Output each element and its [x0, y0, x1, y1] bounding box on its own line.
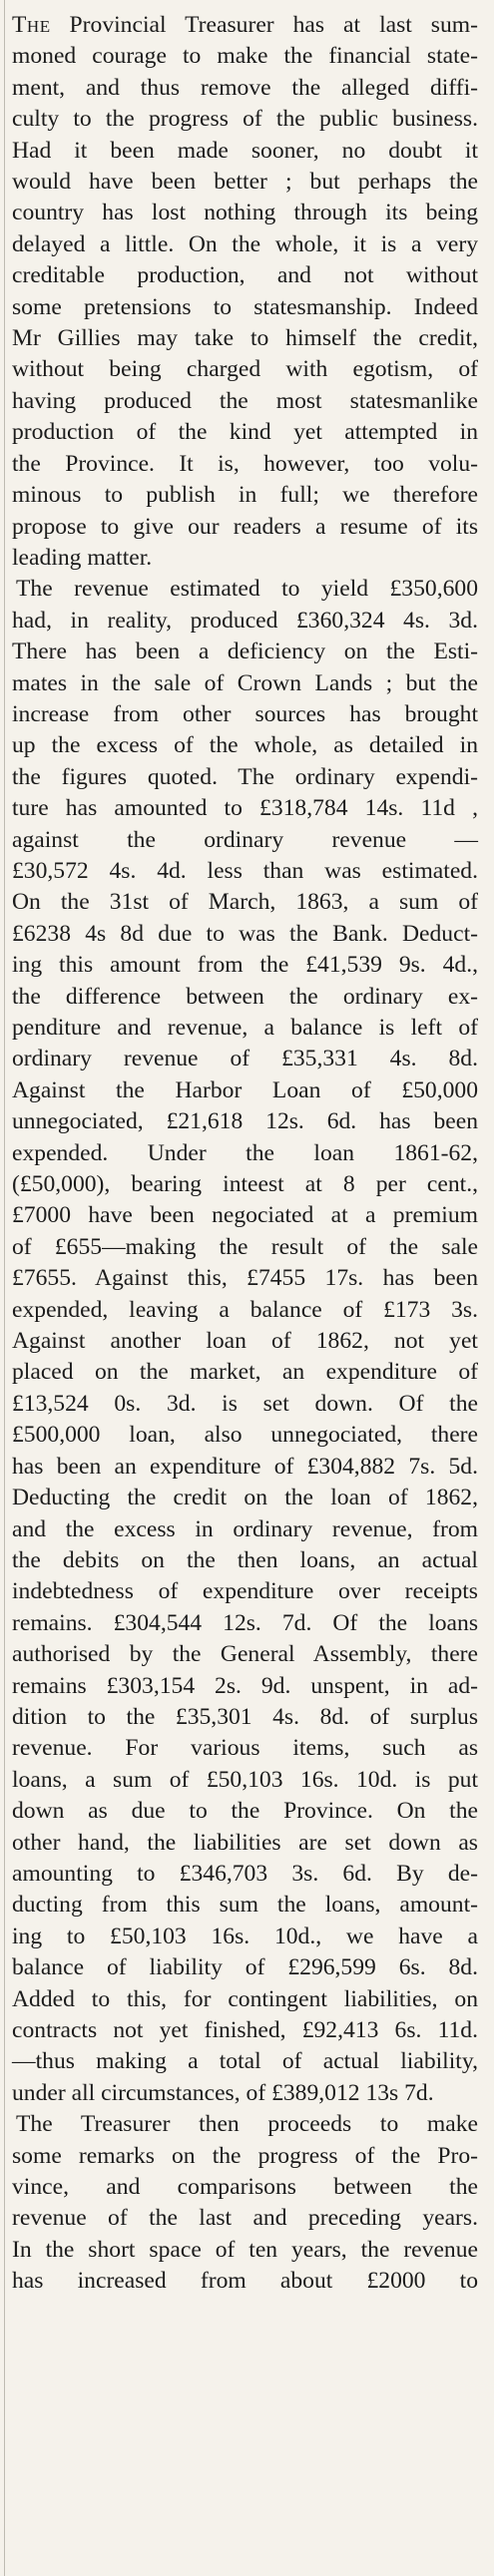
- line-text: minous to publish in full; we therefore: [12, 482, 478, 509]
- text-line: [12, 10, 478, 41]
- text-line: [12, 1733, 478, 1764]
- line-text: ordinary revenue of £35,331 4s. 8d.: [12, 1046, 478, 1073]
- line-text: remains £303,154 2s. 9d. unspent, in ad-: [12, 1672, 478, 1699]
- line-text: The Treasurer then proceeds to make: [16, 2111, 478, 2138]
- line-text: £7000 have been negociated at a premium: [12, 1202, 478, 1229]
- text-line: [12, 1169, 478, 1200]
- line-text: £7655. Against this, £7455 17s. has been: [12, 1265, 478, 1292]
- line-text: country has lost nothing through its being: [12, 200, 478, 226]
- line-text: contracts not yet finished, £92,413 6s. 11d.: [12, 2017, 478, 2043]
- line-text: The revenue estimated to yield £350,600: [16, 576, 478, 603]
- text-line: [12, 1576, 478, 1607]
- text-line: [12, 1545, 478, 1576]
- text-line: [12, 2109, 478, 2140]
- line-text: ing this amount from the £41,539 9s. 4d.,: [12, 952, 478, 979]
- text-line: [12, 1420, 478, 1451]
- text-line: [12, 292, 478, 323]
- line-text: under all circumstances, of £389,012 13s 7d.: [12, 2079, 434, 2106]
- text-line: [12, 1106, 478, 1137]
- text-line: [12, 1263, 478, 1294]
- text-line: [12, 1357, 478, 1388]
- line-text: Had it been made sooner, no doubt it: [12, 137, 478, 164]
- line-text: up the excess of the whole, as detailed in: [12, 732, 478, 759]
- line-text: £30,572 4s. 4d. less than was estimated.: [12, 857, 478, 884]
- text-line: [12, 1514, 478, 1545]
- line-text: and the excess in ordinary revenue, from: [12, 1515, 478, 1542]
- text-line: [12, 1483, 478, 1513]
- text-line: [12, 136, 478, 167]
- text-line: [12, 1452, 478, 1483]
- line-text: would have been better ; but perhaps the: [12, 169, 478, 196]
- text-line: [12, 1984, 478, 2015]
- text-line: [12, 1702, 478, 1733]
- line-text: the figures quoted. The ordinary expendi-: [12, 763, 478, 790]
- text-line: [12, 2141, 478, 2172]
- line-text: expended, leaving a balance of £173 3s.: [12, 1296, 478, 1323]
- text-line: [12, 1326, 478, 1357]
- text-line: [12, 668, 478, 699]
- line-text: balance of liability of £296,599 6s. 8d.: [12, 1954, 478, 1981]
- text-line: [12, 41, 478, 72]
- text-line: [12, 699, 478, 730]
- line-text: leading matter.: [12, 544, 153, 571]
- text-line: [12, 1389, 478, 1420]
- text-line: [12, 730, 478, 761]
- column-rule: [4, 0, 5, 2576]
- text-line: [12, 2235, 478, 2266]
- line-text: unnegociated, £21,618 12s. 6d. has been: [12, 1108, 478, 1135]
- line-text: £500,000 loan, also unnegociated, there: [12, 1422, 478, 1449]
- text-line: [12, 354, 478, 385]
- text-line: [12, 512, 478, 543]
- text-line: [12, 1671, 478, 1702]
- text-line: [12, 1232, 478, 1263]
- line-text: £13,524 0s. 3d. is set down. Of the: [12, 1390, 478, 1417]
- text-line: [12, 480, 478, 511]
- line-text: moned courage to make the financial state-: [12, 43, 478, 70]
- line-text: the debits on the then loans, an actual: [12, 1546, 478, 1573]
- text-line: [12, 2015, 478, 2046]
- text-line: [12, 167, 478, 198]
- line-text: Mr Gillies may take to himself the credit,: [12, 325, 478, 352]
- text-line: [12, 1608, 478, 1639]
- text-line: [12, 1295, 478, 1326]
- text-line: [12, 1828, 478, 1859]
- line-text: had, in reality, produced £360,324 4s. 3d.: [12, 607, 478, 634]
- line-text: ment, and thus remove the alleged diffi-: [12, 74, 478, 101]
- text-line: [12, 323, 478, 354]
- text-line: [12, 982, 478, 1013]
- line-text: the difference between the ordinary ex-: [12, 983, 478, 1010]
- text-line: [12, 1859, 478, 1890]
- text-line: [12, 104, 478, 135]
- line-text: revenue. For various items, such as: [12, 1735, 478, 1762]
- line-text: increase from other sources has brought: [12, 700, 478, 727]
- line-text: ture has amounted to £318,784 14s. 11d ,: [12, 795, 478, 822]
- line-text: other hand, the liabilities are set down as: [12, 1829, 478, 1856]
- line-text: (£50,000), bearing inteest at 8 per cent.,: [12, 1171, 478, 1198]
- line-text: amounting to £346,703 3s. 6d. By de-: [12, 1860, 478, 1887]
- line-text: against the ordinary revenue —: [12, 826, 478, 853]
- text-line: [12, 1639, 478, 1670]
- paragraph: [12, 574, 478, 2109]
- line-text: remains. £304,544 12s. 7d. Of the loans: [12, 1609, 478, 1636]
- line-text: On the 31st of March, 1863, a sum of: [12, 889, 478, 916]
- line-text: without being charged with egotism, of: [12, 356, 478, 383]
- line-text: vince, and comparisons between the: [12, 2174, 478, 2201]
- line-text: There has been a deficiency on the Esti-: [12, 639, 478, 665]
- text-line: [12, 1013, 478, 1044]
- line-text: some pretensions to statesmanship. Indeed: [12, 293, 478, 320]
- text-line: [12, 1922, 478, 1952]
- line-text: delayed a little. On the whole, it is a very: [12, 230, 478, 257]
- text-line: [12, 793, 478, 824]
- line-text: Against the Harbor Loan of £50,000: [12, 1076, 478, 1103]
- text-line: [12, 449, 478, 480]
- line-text: having produced the most statesmanlike: [12, 387, 478, 414]
- line-text: propose to give our readers a resume of its: [12, 513, 478, 540]
- text-line: [12, 198, 478, 228]
- line-text: creditable production, and not without: [12, 262, 478, 289]
- lead-word: The: [12, 12, 51, 38]
- line-text: In the short space of ten years, the revenue: [12, 2236, 478, 2263]
- line-text: has increased from about £2000 to: [12, 2268, 478, 2295]
- line-text: of £655—making the result of the sale: [12, 1233, 478, 1260]
- line-text: penditure and revenue, a balance is left of: [12, 1015, 478, 1041]
- line-text: mates in the sale of Crown Lands ; but the: [12, 669, 478, 696]
- text-line: [12, 2203, 478, 2234]
- article-body: [12, 10, 478, 2298]
- text-line: [12, 2266, 478, 2297]
- line-text: ducting from this sum the loans, amount-: [12, 1892, 478, 1919]
- text-line: [12, 2078, 478, 2109]
- text-line: [12, 887, 478, 918]
- line-text: some remarks on the progress of the Pro-: [12, 2142, 478, 2169]
- text-line: [12, 1952, 478, 1983]
- text-line: [12, 73, 478, 104]
- line-text: £6238 4s 8d due to was the Bank. Deduct-: [12, 920, 478, 947]
- text-line: [12, 1075, 478, 1106]
- text-line: [12, 919, 478, 950]
- text-line: [12, 1796, 478, 1827]
- line-text: production of the kind yet attempted in: [12, 419, 478, 446]
- line-text: the Province. It is, however, too volu-: [12, 450, 478, 477]
- line-text: indebtedness of expenditure over receipts: [12, 1578, 478, 1605]
- line-text: loans, a sum of £50,103 16s. 10d. is put: [12, 1766, 478, 1793]
- text-line: [12, 543, 478, 574]
- line-text: down as due to the Province. On the: [12, 1798, 478, 1825]
- text-line: [12, 856, 478, 887]
- line-text: —thus making a total of actual liability,: [12, 2048, 478, 2075]
- paragraph: [12, 10, 478, 574]
- line-text: Added to this, for contingent liabilities, on: [12, 1985, 478, 2012]
- line-text: expended. Under the loan 1861-62,: [12, 1139, 478, 1166]
- line-text: Provincial Treasurer has at last sum-: [50, 12, 478, 38]
- text-line: [12, 950, 478, 981]
- text-line: [12, 229, 478, 260]
- text-line: [12, 574, 478, 605]
- line-text: revenue of the last and preceding years.: [12, 2205, 478, 2232]
- line-text: Deducting the credit on the loan of 1862,: [12, 1485, 478, 1511]
- text-line: [12, 1765, 478, 1796]
- text-line: [12, 825, 478, 856]
- text-line: [12, 606, 478, 637]
- text-line: [12, 1044, 478, 1074]
- line-text: Against another loan of 1862, not yet: [12, 1328, 478, 1355]
- text-line: [12, 1200, 478, 1231]
- text-line: [12, 2046, 478, 2077]
- line-text: authorised by the General Assembly, there: [12, 1641, 478, 1668]
- line-text: ing to £50,103 16s. 10d., we have a: [12, 1923, 478, 1949]
- paragraph: [12, 2109, 478, 2297]
- text-line: [12, 637, 478, 667]
- text-line: [12, 417, 478, 448]
- text-line: [12, 762, 478, 793]
- line-text: placed on the market, an expenditure of: [12, 1359, 478, 1386]
- line-text: dition to the £35,301 4s. 8d. of surplus: [12, 1703, 478, 1730]
- text-line: [12, 386, 478, 417]
- line-text: has been an expenditure of £304,882 7s. 5d.: [12, 1453, 478, 1480]
- text-line: [12, 260, 478, 291]
- line-text: culty to the progress of the public business.: [12, 106, 478, 133]
- text-line: [12, 2172, 478, 2203]
- text-line: [12, 1138, 478, 1169]
- text-line: [12, 1890, 478, 1921]
